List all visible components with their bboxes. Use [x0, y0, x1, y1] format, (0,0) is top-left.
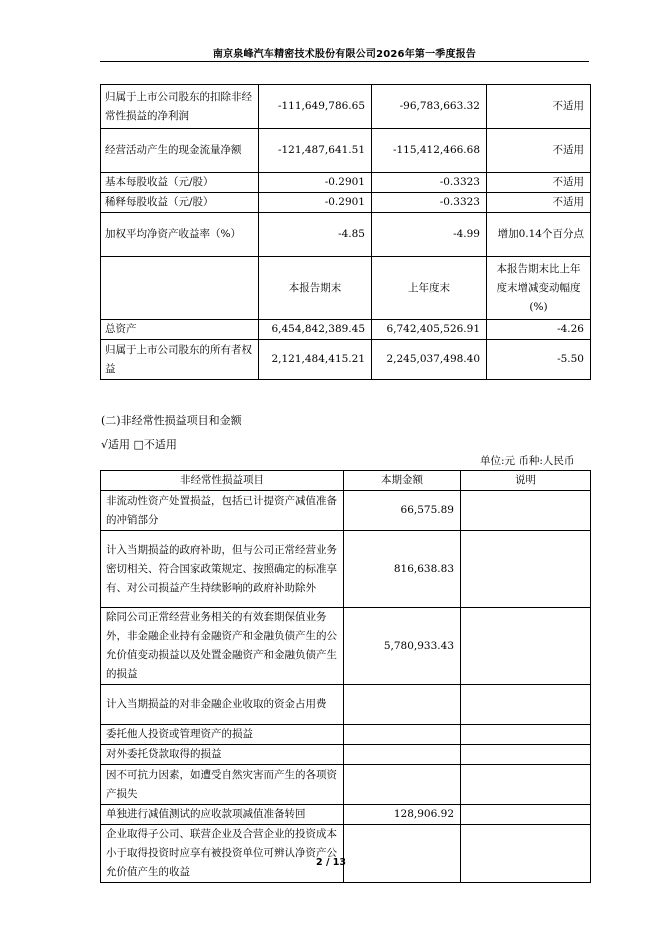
table-header-row: [101, 471, 591, 491]
table-row: [101, 725, 591, 745]
amount-cell: [344, 745, 461, 765]
table-row: [101, 531, 591, 608]
amount-cell: [344, 825, 461, 883]
note-cell: [461, 531, 591, 608]
row-label: 经营活动产生的现金流量净额: [101, 129, 259, 173]
note-cell: [461, 685, 591, 725]
item-cell: 非流动性资产处置损益，包括已计提资产减值准备的冲销部分: [101, 491, 344, 531]
note-cell: [461, 745, 591, 765]
note-cell: [461, 825, 591, 883]
previous-value: -96,783,663.32: [372, 85, 487, 129]
amount-cell: 5,780,933.43: [344, 608, 461, 685]
unit-currency-note: 单位:元 币种:人民币: [480, 455, 575, 467]
amount-cell: 816,638.83: [344, 531, 461, 608]
table-row: [101, 825, 591, 883]
current-value: -0.2901: [259, 193, 372, 213]
current-value: 6,454,842,389.45: [259, 320, 372, 340]
key-financial-data-table: [100, 84, 591, 380]
previous-value: -0.3323: [372, 193, 487, 213]
row-label: 加权平均净资产收益率（%）: [101, 213, 259, 257]
previous-value: -4.99: [372, 213, 487, 257]
change-value: -5.50: [487, 340, 591, 380]
table-row: [101, 320, 591, 340]
table-row: [101, 85, 591, 129]
change-value: -4.26: [487, 320, 591, 340]
column-header-amount: 本期金额: [344, 471, 461, 491]
previous-value: -115,412,466.68: [372, 129, 487, 173]
current-value: -4.85: [259, 213, 372, 257]
item-cell: 对外委托贷款取得的损益: [101, 745, 344, 765]
table-row: [101, 173, 591, 193]
empty-cell: [101, 257, 259, 320]
previous-value: 2,245,037,498.40: [372, 340, 487, 380]
current-value: -0.2901: [259, 173, 372, 193]
table-row: [101, 213, 591, 257]
row-label: 归属于上市公司股东的所有者权益: [101, 340, 259, 380]
previous-value: 6,742,405,526.91: [372, 320, 487, 340]
table-row: [101, 685, 591, 725]
report-header-title: 南京泉峰汽车精密技术股份有限公司2026年第一季度报告: [212, 49, 477, 60]
column-header-note: 说明: [461, 471, 591, 491]
current-value: 2,121,484,415.21: [259, 340, 372, 380]
table-row: [101, 491, 591, 531]
amount-cell: [344, 725, 461, 745]
note-cell: [461, 491, 591, 531]
section-title: (二)非经常性损益项目和金额: [101, 414, 242, 427]
row-label: 稀释每股收益（元/股）: [101, 193, 259, 213]
amount-cell: [344, 685, 461, 725]
table-row: [101, 608, 591, 685]
item-cell: 委托他人投资或管理资产的损益: [101, 725, 344, 745]
table-row: [101, 805, 591, 825]
column-header-prior-year-end: 上年度末: [372, 257, 487, 320]
page-number: 2 / 13: [316, 857, 346, 868]
previous-value: -0.3323: [372, 173, 487, 193]
note-cell: [461, 805, 591, 825]
note-cell: [461, 725, 591, 745]
amount-cell: 128,906.92: [344, 805, 461, 825]
current-value: -121,487,641.51: [259, 129, 372, 173]
header-divider: [100, 61, 589, 62]
note-cell: [461, 608, 591, 685]
table-row: [101, 340, 591, 380]
item-cell: 计入当期损益的政府补助，但与公司正常经营业务密切相关、符合国家政策规定、按照确定的标准享有、对公司损益产生持续影响的政府补助除外: [101, 531, 344, 608]
change-value: 增加0.14个百分点: [487, 213, 591, 257]
row-label: 总资产: [101, 320, 259, 340]
change-value: 不适用: [487, 193, 591, 213]
non-recurring-items-table: [100, 470, 591, 883]
item-cell: 单独进行减值测试的应收款项减值准备转回: [101, 805, 344, 825]
change-value: 不适用: [487, 85, 591, 129]
column-header-period-end: 本报告期末: [259, 257, 372, 320]
amount-cell: [344, 765, 461, 805]
applicability-checkboxes: √适用 □不适用: [101, 438, 177, 451]
column-header-item: 非经常性损益项目: [101, 471, 344, 491]
current-value: -111,649,786.65: [259, 85, 372, 129]
table-subheader-row: [101, 257, 591, 320]
row-label: 归属于上市公司股东的扣除非经常性损益的净利润: [101, 85, 259, 129]
item-cell: 企业取得子公司、联营企业及合营企业的投资成本小于取得投资时应享有被投资单位可辨认净资产公允价值产生的收益: [101, 825, 344, 883]
item-cell: 计入当期损益的对非金融企业收取的资金占用费: [101, 685, 344, 725]
table-row: [101, 745, 591, 765]
item-cell: 因不可抗力因素，如遭受自然灾害而产生的各项资产损失: [101, 765, 344, 805]
table-row: [101, 765, 591, 805]
table-row: [101, 129, 591, 173]
change-value: 不适用: [487, 173, 591, 193]
amount-cell: 66,575.89: [344, 491, 461, 531]
item-cell: 除同公司正常经营业务相关的有效套期保值业务外，非金融企业持有金融资产和金融负债产生的公允价值变动损益以及处置金融资产和金融负债产生的损益: [101, 608, 344, 685]
note-cell: [461, 765, 591, 805]
column-header-change-pct: 本报告期末比上年度末增减变动幅度(%): [487, 257, 591, 320]
change-value: 不适用: [487, 129, 591, 173]
row-label: 基本每股收益（元/股）: [101, 173, 259, 193]
table-row: [101, 193, 591, 213]
